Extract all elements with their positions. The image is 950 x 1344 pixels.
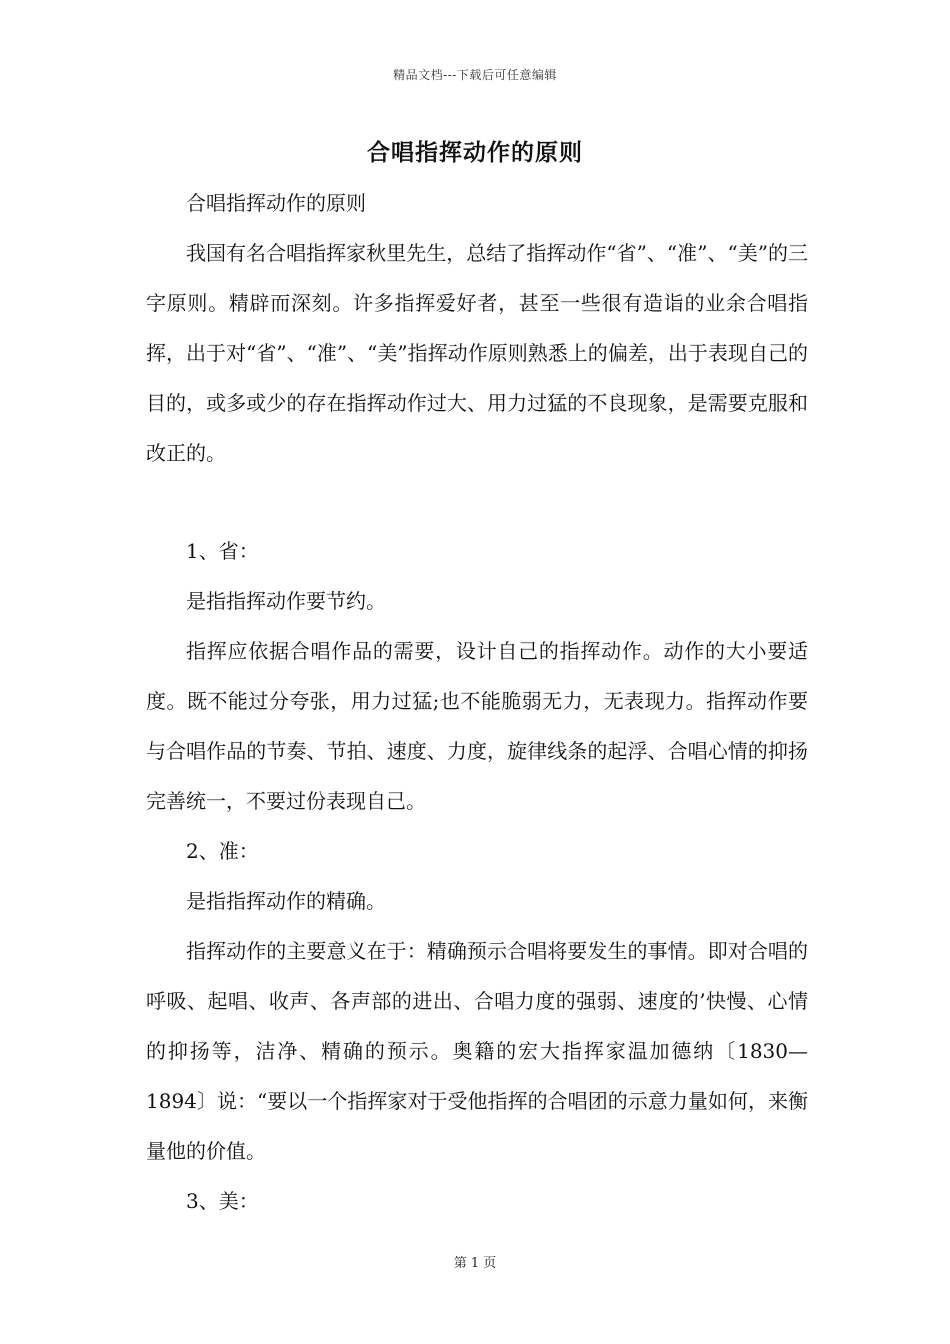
section-2-body: 指挥动作的主要意义在于：精确预示合唱将要发生的事情。即对合唱的呼吸、起唱、收声、各声部的进出、合唱力度的强弱、速度的’快慢、心情的抑扬等，洁净、精确的预示。奥籍的宏大指挥家温加德纳〔1830—1894〕说：“要以一个指挥家对于受他指挥的合唱团的示意力量如何，来衡量他的价值。 [146,939,808,1163]
section-heading-2: 2、准： [186,839,259,863]
subtitle-paragraph: 合唱指挥动作的原则 [186,191,366,215]
section-heading-3: 3、美： [186,1189,259,1213]
page-number: 1 [470,1256,480,1271]
page-footer [0,1252,950,1271]
section-2-definition: 是指指挥动作的精确。 [186,889,386,913]
section-heading-1: 1、省： [186,539,259,563]
intro-paragraph: 我国有名合唱指挥家秋里先生，总结了指挥动作“省”、“准”、“美”的三字原则。精辟而深刻。许多指挥爱好者，甚至一些很有造诣的业余合唱指挥，出于对“省”、“准”、“美”指挥动作原则熟悉上的偏差，出于表现自己的目的，或多或少的存在指挥动作过大、用力过猛的不良现象，是需要克服和改正的。 [146,241,808,465]
section-1-definition: 是指指挥动作要节约。 [186,589,386,613]
section-1-body: 指挥应依据合唱作品的需要，设计自己的指挥动作。动作的大小要适度。既不能过分夸张，用力过猛;也不能脆弱无力，无表现力。指挥动作要与合唱作品的节奏、节拍、速度、力度，旋律线条的起浮、合唱心情的抑扬完善统一，不要过份表现自己。 [146,639,808,813]
document-title: 合唱指挥动作的原则 [367,139,583,166]
page-suffix: 页 [483,1256,497,1271]
page-header: 精品文档---下载后可任意编辑 [393,68,557,82]
document-body [146,178,808,1226]
page-prefix: 第 [453,1256,467,1271]
